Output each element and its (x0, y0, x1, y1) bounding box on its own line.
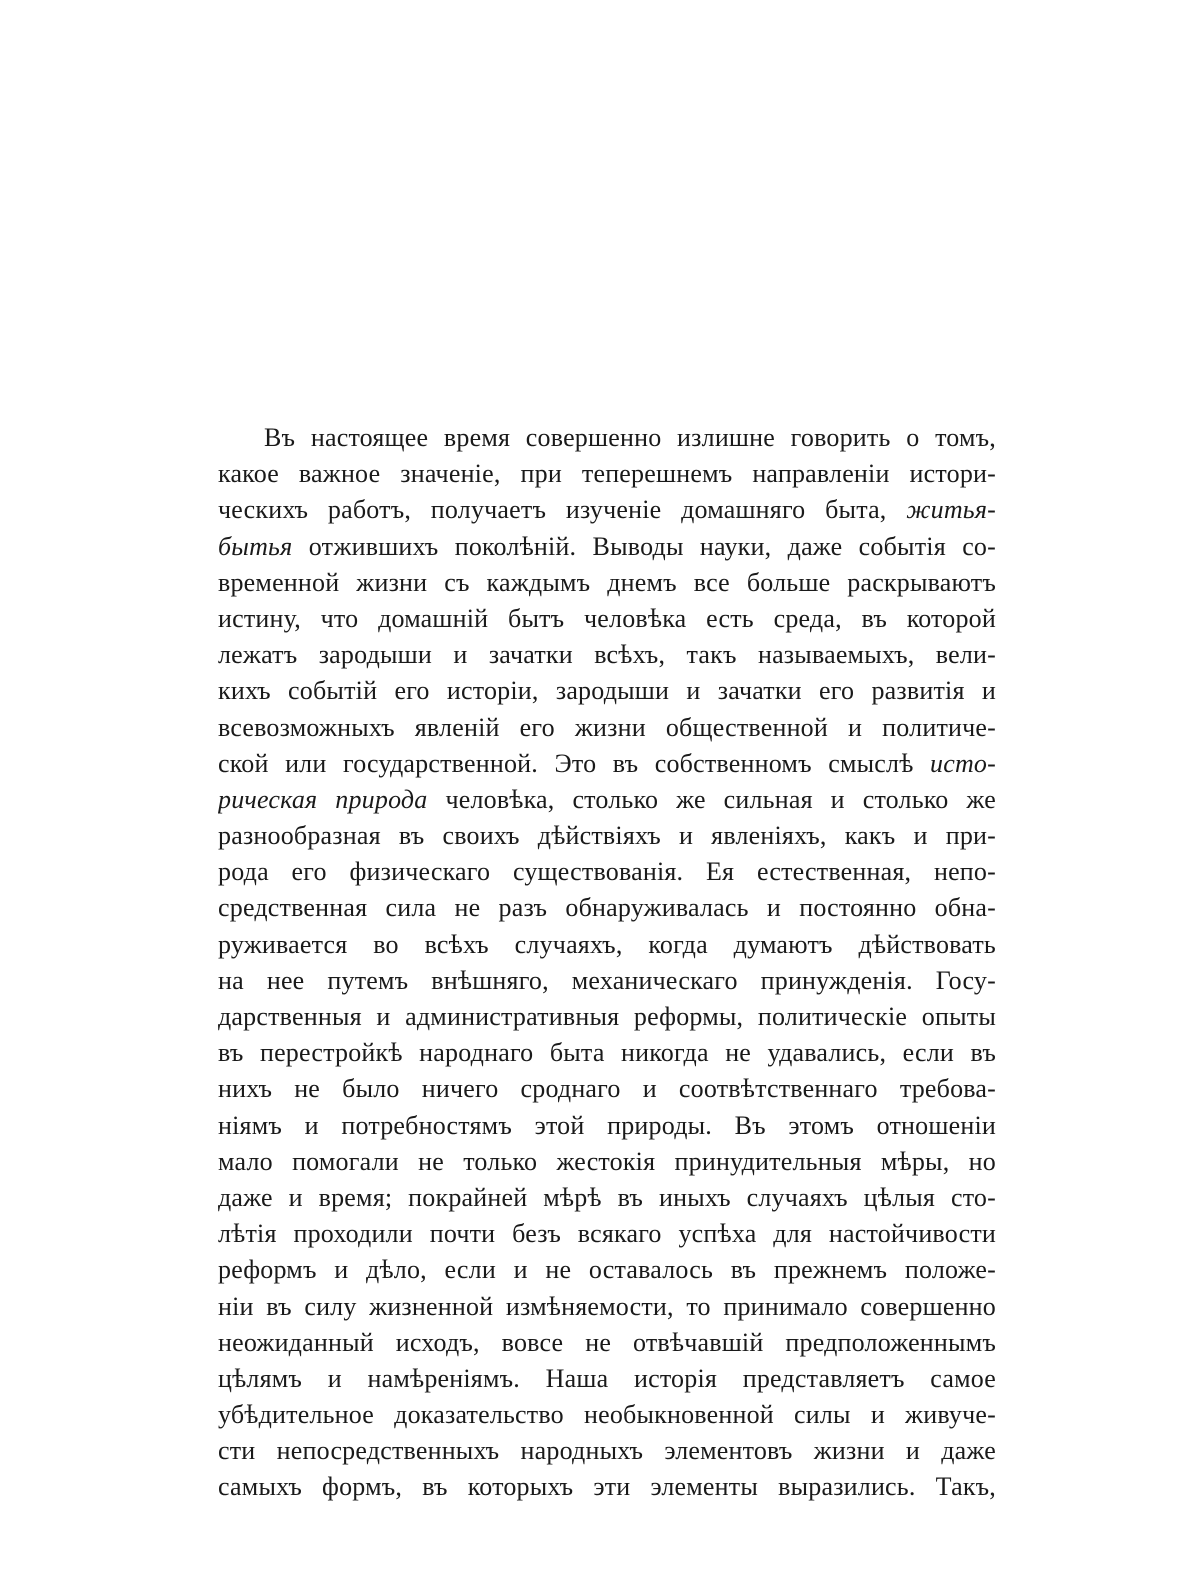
text-span: ніямъ и потребностямъ этой природы. Въ этомъ отношеніи (218, 1110, 996, 1140)
text-span: реформъ и дѣло, если и не оставалось въ прежнемъ положе- (218, 1255, 996, 1285)
text-span: нихъ не было ничего сроднаго и соотвѣтственнаго требова- (218, 1074, 996, 1104)
text-span: ніи въ силу жизненной измѣняемости, то принимало совершенно (218, 1291, 996, 1321)
text-line (218, 492, 996, 528)
italic-text: рическая природа (218, 784, 428, 814)
text-span: ческихъ работъ, получаетъ изученіе домашняго быта, (218, 495, 907, 525)
text-span: неожиданный исходъ, вовсе не отвѣчавшій предположеннымъ (218, 1327, 996, 1357)
text-span: сти непосредственныхъ народныхъ элементовъ жизни и даже (218, 1436, 996, 1466)
text-line (218, 565, 996, 601)
text-span: ской или государственной. Это въ собственномъ смыслѣ (218, 748, 931, 778)
text-line (218, 637, 996, 673)
text-line (218, 1035, 996, 1071)
text-line (218, 746, 996, 782)
text-span: временной жизни съ каждымъ днемъ все больше раскрываютъ (218, 567, 996, 597)
text-span: средственная сила не разъ обнаруживалась и постоянно обна- (218, 893, 996, 923)
italic-text: житья- (906, 495, 996, 525)
italic-text: бытья (218, 531, 293, 561)
text-line (218, 1289, 996, 1325)
text-span: человѣка, столько же сильная и столько же (427, 784, 996, 814)
text-span: лѣтія проходили почти безъ всякаго успѣха для настойчивости (218, 1219, 996, 1249)
text-span: даже и время; покрайней мѣрѣ въ иныхъ случаяхъ цѣлыя сто- (218, 1182, 996, 1212)
text-line (218, 999, 996, 1035)
text-line (218, 782, 996, 818)
text-line (218, 1469, 996, 1505)
text-span: рода его физическаго существованія. Ея естественная, непо- (218, 857, 996, 887)
text-line (218, 1071, 996, 1107)
text-span: руживается во всѣхъ случаяхъ, когда думаютъ дѣйствовать (218, 929, 996, 959)
text-span: разнообразная въ своихъ дѣйствіяхъ и явленіяхъ, какъ и при- (218, 821, 996, 851)
text-line (218, 1180, 996, 1216)
text-line (218, 456, 996, 492)
text-line (218, 818, 996, 854)
text-line (218, 927, 996, 963)
text-line (218, 1252, 996, 1288)
text-line (218, 1144, 996, 1180)
text-line (218, 1325, 996, 1361)
text-span: истину, что домашній бытъ человѣка есть среда, въ которой (218, 603, 996, 633)
text-line (218, 529, 996, 565)
text-span: всевозможныхъ явленій его жизни общественной и политиче- (218, 712, 996, 742)
text-line (218, 601, 996, 637)
text-line (218, 710, 996, 746)
text-span: Въ настоящее время совершенно излишне говорить о томъ, (264, 423, 996, 452)
text-span: дарственныя и административныя реформы, политическіе опыты (218, 1002, 996, 1031)
text-line (218, 963, 996, 999)
text-line (218, 673, 996, 709)
text-span: отжившихъ поколѣній. Выводы науки, даже событія со- (292, 531, 996, 561)
text-line (218, 854, 996, 890)
text-span: какое важное значеніе, при теперешнемъ направленіи истори- (218, 459, 996, 489)
text-span: кихъ событій его исторіи, зародыши и зачатки его развитія и (218, 676, 996, 706)
text-line (218, 420, 996, 456)
text-line (218, 1361, 996, 1397)
text-span: убѣдительное доказательство необыкновенной силы и живуче- (218, 1400, 996, 1430)
text-line (218, 890, 996, 926)
text-line (218, 1216, 996, 1252)
text-span: въ перестройкѣ народнаго быта никогда не удавались, если въ (218, 1038, 996, 1068)
text-line (218, 1433, 996, 1469)
body-text (218, 420, 996, 1506)
text-span: лежатъ зародыши и зачатки всѣхъ, такъ называемыхъ, вели- (218, 640, 996, 670)
text-span: на нее путемъ внѣшняго, механическаго принужденія. Госу- (218, 965, 996, 995)
text-span: самыхъ формъ, въ которыхъ эти элементы выразились. Такъ, (218, 1472, 996, 1502)
text-line (218, 1397, 996, 1433)
text-span: мало помогали не только жестокія принудительныя мѣры, но (218, 1146, 996, 1176)
text-line (218, 1108, 996, 1144)
text-span: цѣлямъ и намѣреніямъ. Наша исторія представляетъ самое (218, 1363, 996, 1393)
italic-text: исто- (930, 748, 996, 778)
